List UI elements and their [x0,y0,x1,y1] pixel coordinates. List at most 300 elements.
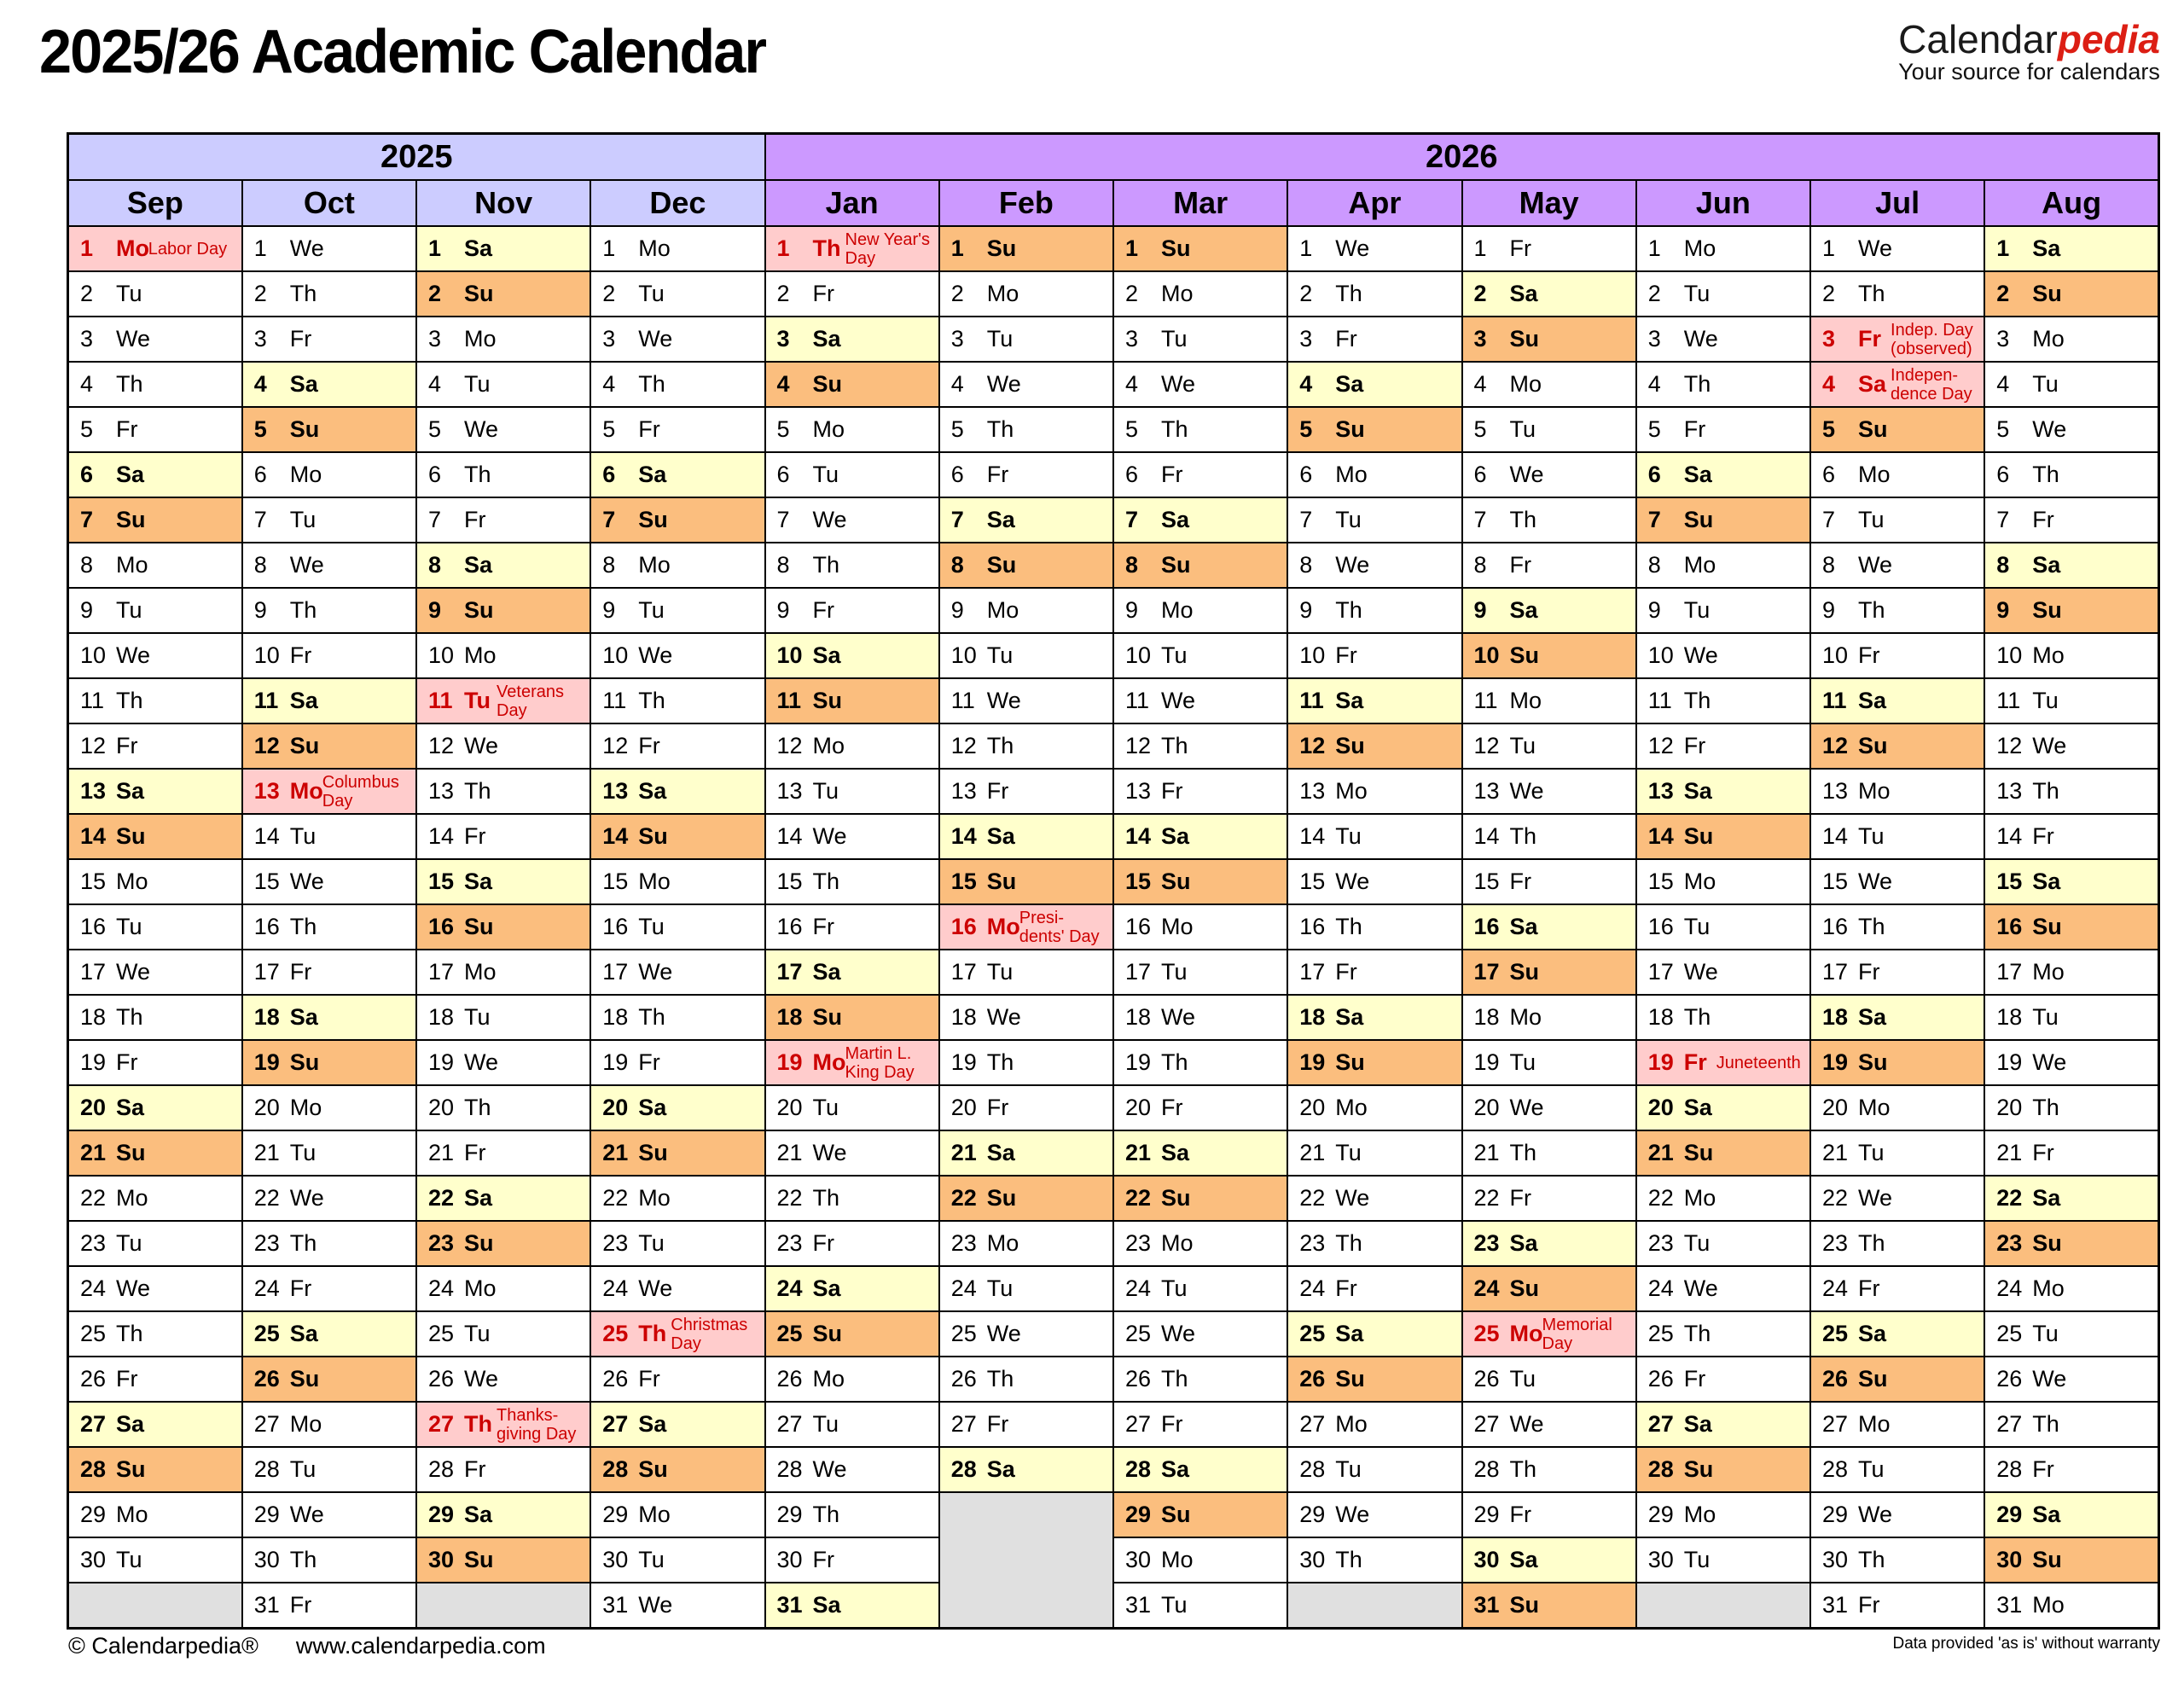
weekday-abbrev: Th [1509,507,1537,532]
day-number: 29 [1125,1502,1152,1527]
day-cell-may-28 [1462,1447,1636,1492]
day-cell-oct-17 [242,950,416,995]
day-number: 13 [776,778,803,804]
weekday-abbrev: Fr [638,733,660,758]
day-number: 8 [602,552,616,578]
day-cell-jan-16 [765,904,939,950]
weekday-abbrev: We [1509,462,1544,487]
day-number: 13 [950,778,977,804]
weekday-abbrev: Tu [812,778,839,804]
day-number: 12 [1996,733,2023,758]
day-cell-sep-19 [68,1040,242,1085]
day-number: 9 [428,597,442,623]
weekday-abbrev: Sa [1858,688,1887,713]
day-cell-sep-26 [68,1357,242,1402]
weekday-abbrev: We [812,507,847,532]
day-cell-dec-4 [590,362,764,407]
day-cell-feb-1 [939,226,1113,271]
weekday-abbrev: Fr [1161,778,1183,804]
day-cell-nov-4 [416,362,590,407]
weekday-abbrev: Mo [1335,1411,1368,1437]
day-number: 28 [1473,1456,1500,1482]
day-number: 13 [1473,778,1500,804]
weekday-abbrev: Mo [1683,869,1716,894]
day-number: 15 [1125,869,1152,894]
day-cell-jul-27 [1810,1402,1984,1447]
day-cell-oct-19 [242,1040,416,1085]
day-cell-oct-18 [242,995,416,1040]
day-number: 17 [602,959,629,985]
day-number: 8 [950,552,964,578]
weekday-abbrev: We [1161,1321,1196,1346]
day-cell-apr-16 [1287,904,1461,950]
day-number: 11 [80,688,105,713]
day-number: 14 [1996,823,2023,849]
day-cell-apr-2 [1287,271,1461,317]
day-cell-mar-11 [1113,678,1287,723]
holiday-label: Presi- dents' Day [1019,908,1100,946]
weekday-abbrev: Tu [1161,326,1188,352]
day-number: 17 [428,959,455,985]
day-cell-sep-7 [68,497,242,543]
day-cell-mar-23 [1113,1221,1287,1266]
holiday-label: Memorial Day [1542,1315,1612,1353]
month-header-oct: Oct [242,180,416,226]
weekday-abbrev: Tu [2032,1004,2059,1030]
day-cell-nov-10 [416,633,590,678]
weekday-abbrev: We [464,733,499,758]
weekday-abbrev: Su [638,823,668,849]
day-number: 1 [602,235,616,261]
day-number: 10 [1125,642,1152,668]
day-number: 9 [1299,597,1313,623]
day-number: 18 [80,1004,107,1030]
weekday-abbrev: We [1858,1185,1893,1211]
day-number: 11 [950,688,975,713]
day-cell-nov-6 [416,452,590,497]
day-number: 25 [1647,1321,1674,1346]
weekday-abbrev: We [812,1140,847,1165]
day-number: 19 [602,1049,629,1075]
day-number: 16 [1996,914,2023,939]
weekday-abbrev: Mo [1858,1095,1891,1120]
weekday-abbrev: We [812,823,847,849]
weekday-abbrev: Fr [464,507,486,532]
day-number: 30 [80,1547,107,1572]
weekday-abbrev: We [1161,371,1196,397]
weekday-abbrev: Fr [986,1095,1009,1120]
weekday-abbrev: Sa [2032,235,2061,261]
holiday-label: Labor Day [148,239,228,259]
day-cell-may-3 [1462,317,1636,362]
day-number: 2 [1822,281,1836,306]
day-number: 26 [1473,1366,1500,1392]
weekday-abbrev: We [1161,1004,1196,1030]
day-cell-apr-7 [1287,497,1461,543]
day-cell-apr-3 [1287,317,1461,362]
day-number: 16 [428,914,455,939]
weekday-abbrev: Sa [1161,823,1190,849]
weekday-abbrev: We [1509,1411,1544,1437]
day-number: 9 [1996,597,2010,623]
holiday-label: Christmas Day [671,1315,748,1353]
day-cell-jun-1 [1636,226,1810,271]
day-number: 9 [1647,597,1661,623]
day-number: 29 [1647,1502,1674,1527]
weekday-abbrev: Mo [1161,1547,1194,1572]
day-number: 1 [80,235,94,261]
weekday-abbrev: Sa [812,1275,841,1301]
day-cell-jan-4 [765,362,939,407]
day-cell-jul-9 [1810,588,1984,633]
day-number: 20 [1647,1095,1674,1120]
day-number: 28 [1647,1456,1674,1482]
day-number: 22 [428,1185,455,1211]
day-cell-feb-28 [939,1447,1113,1492]
weekday-abbrev: Fr [1858,1275,1880,1301]
day-number: 1 [1822,235,1836,261]
weekday-abbrev: Tu [638,1230,665,1256]
weekday-abbrev: We [638,642,673,668]
day-number: 8 [80,552,94,578]
weekday-abbrev: Sa [289,371,318,397]
day-cell-jan-28 [765,1447,939,1492]
weekday-abbrev: Th [289,914,317,939]
weekday-abbrev: Sa [289,1004,318,1030]
weekday-abbrev: Sa [116,462,145,487]
day-cell-may-16 [1462,904,1636,950]
day-number: 19 [1125,1049,1152,1075]
day-cell-sep-23 [68,1221,242,1266]
weekday-abbrev: Tu [638,281,665,306]
day-number: 25 [950,1321,977,1346]
day-number: 30 [1822,1547,1849,1572]
day-number: 6 [253,462,267,487]
day-cell-nov-18 [416,995,590,1040]
day-cell-oct-9 [242,588,416,633]
day-cell-aug-22 [1984,1176,2158,1221]
weekday-abbrev: Mo [986,1230,1019,1256]
weekday-abbrev: Th [2032,462,2059,487]
weekday-abbrev: Th [638,688,665,713]
day-number: 23 [80,1230,107,1256]
weekday-abbrev: Tu [986,959,1014,985]
day-cell-dec-19 [590,1040,764,1085]
day-number: 29 [776,1502,803,1527]
weekday-abbrev: We [289,1502,324,1527]
weekday-abbrev: Fr [638,1366,660,1392]
weekday-abbrev: Th [1335,597,1362,623]
day-cell-jan-19 [765,1040,939,1085]
day-cell-dec-17 [590,950,764,995]
day-cell-may-22 [1462,1176,1636,1221]
day-cell-apr-28 [1287,1447,1461,1492]
day-cell-nov-14 [416,814,590,859]
weekday-abbrev: Tu [638,597,665,623]
day-number: 6 [1125,462,1139,487]
day-cell-aug-24 [1984,1266,2158,1311]
day-number: 26 [428,1366,455,1392]
weekday-abbrev: Fr [1509,1185,1531,1211]
weekday-abbrev: Su [116,823,146,849]
weekday-abbrev: Su [1683,1456,1714,1482]
weekday-abbrev: Sa [1509,281,1538,306]
day-number: 20 [1299,1095,1326,1120]
day-number: 18 [253,1004,280,1030]
day-cell-may-11 [1462,678,1636,723]
weekday-abbrev: We [986,371,1021,397]
day-cell-nov-7 [416,497,590,543]
day-cell-feb-11 [939,678,1113,723]
weekday-abbrev: Th [638,371,665,397]
day-number: 19 [1473,1049,1500,1075]
day-cell-apr-19 [1287,1040,1461,1085]
day-cell-sep-8 [68,543,242,588]
day-cell-oct-27 [242,1402,416,1447]
weekday-abbrev: Fr [1683,1049,1707,1075]
weekday-abbrev: Su [986,869,1017,894]
weekday-abbrev: Sa [812,642,841,668]
day-cell-nov-13 [416,769,590,814]
weekday-abbrev: Sa [464,869,493,894]
day-number: 29 [253,1502,280,1527]
weekday-abbrev: Tu [2032,688,2059,713]
weekday-abbrev: Tu [289,1456,317,1482]
day-cell-oct-24 [242,1266,416,1311]
website-url[interactable]: www.calendarpedia.com [295,1633,546,1659]
weekday-abbrev: We [1161,688,1196,713]
day-number: 18 [1647,1004,1674,1030]
day-cell-feb-4 [939,362,1113,407]
holiday-label: New Year's Day [845,230,930,268]
day-number: 4 [950,371,964,397]
day-cell-jul-15 [1810,859,1984,904]
day-number: 8 [1473,552,1487,578]
weekday-abbrev: Fr [1858,642,1880,668]
day-number: 27 [1647,1411,1674,1437]
day-number: 20 [1996,1095,2023,1120]
day-cell-dec-26 [590,1357,764,1402]
day-number: 26 [950,1366,977,1392]
weekday-abbrev: Sa [986,1140,1015,1165]
day-number: 3 [80,326,94,352]
day-cell-aug-20 [1984,1085,2158,1130]
weekday-abbrev: We [638,1275,673,1301]
weekday-abbrev: Th [1335,281,1362,306]
weekday-abbrev: Sa [1858,371,1887,397]
day-cell-apr-30 [1287,1537,1461,1583]
day-cell-nov-26 [416,1357,590,1402]
weekday-abbrev: Mo [1858,778,1891,804]
day-number: 4 [1473,371,1487,397]
weekday-abbrev: Su [1335,1366,1365,1392]
day-number: 30 [253,1547,280,1572]
day-number: 5 [1125,416,1139,442]
weekday-abbrev: Su [986,1185,1017,1211]
day-number: 9 [253,597,267,623]
day-cell-nov-8 [416,543,590,588]
weekday-abbrev: Tu [986,642,1014,668]
weekday-abbrev: Tu [638,1547,665,1572]
day-cell-oct-31 [242,1583,416,1629]
day-number: 14 [1647,823,1674,849]
day-cell-jul-1 [1810,226,1984,271]
day-number: 4 [1299,371,1313,397]
weekday-abbrev: Tu [1335,1140,1362,1165]
day-cell-aug-31 [1984,1583,2158,1629]
day-number: 26 [1996,1366,2023,1392]
weekday-abbrev: We [1683,1275,1718,1301]
weekday-abbrev: Tu [289,1140,317,1165]
day-cell-sep-1 [68,226,242,271]
day-cell-oct-14 [242,814,416,859]
weekday-abbrev: Th [464,462,491,487]
day-cell-dec-22 [590,1176,764,1221]
day-number: 25 [428,1321,455,1346]
weekday-abbrev: Mo [1858,462,1891,487]
day-number: 16 [950,914,977,939]
day-number: 13 [1299,778,1326,804]
day-number: 14 [1473,823,1500,849]
day-number: 16 [1647,914,1674,939]
weekday-abbrev: Th [289,597,317,623]
day-cell-oct-21 [242,1130,416,1176]
weekday-abbrev: We [2032,733,2067,758]
day-number: 18 [1473,1004,1500,1030]
weekday-abbrev: Mo [289,1095,322,1120]
day-number: 29 [80,1502,107,1527]
day-number: 4 [1647,371,1661,397]
day-number: 13 [428,778,455,804]
weekday-abbrev: Sa [812,1592,841,1618]
weekday-abbrev: Mo [1509,371,1542,397]
day-number: 19 [428,1049,455,1075]
weekday-abbrev: We [1683,642,1718,668]
day-cell-sep-16 [68,904,242,950]
day-cell-jun-20 [1636,1085,1810,1130]
holiday-label: Thanks- giving Day [497,1405,577,1444]
weekday-abbrev: We [1858,1502,1893,1527]
day-cell-may-5 [1462,407,1636,452]
day-cell-dec-25 [590,1311,764,1357]
day-cell-jun-24 [1636,1266,1810,1311]
day-cell-nov-19 [416,1040,590,1085]
day-number: 12 [1299,733,1326,758]
day-number: 25 [1125,1321,1152,1346]
weekday-abbrev: Fr [1509,552,1531,578]
day-number: 1 [1299,235,1313,261]
holiday-label: Veterans Day [497,682,564,720]
day-cell-mar-22 [1113,1176,1287,1221]
weekday-abbrev: Sa [116,1095,145,1120]
day-number: 30 [428,1547,455,1572]
day-cell-may-9 [1462,588,1636,633]
day-number: 10 [1473,642,1500,668]
day-cell-sep-12 [68,723,242,769]
weekday-abbrev: Sa [1509,1230,1538,1256]
weekday-abbrev: Fr [1509,235,1531,261]
day-cell-jan-30 [765,1537,939,1583]
day-number: 8 [1125,552,1139,578]
day-number: 1 [776,235,790,261]
weekday-abbrev: Fr [464,1456,486,1482]
weekday-abbrev: Sa [2032,869,2061,894]
day-number: 15 [1647,869,1674,894]
weekday-abbrev: Tu [1509,416,1536,442]
weekday-abbrev: Su [289,1049,320,1075]
weekday-abbrev: Th [1161,733,1188,758]
day-number: 4 [1822,371,1836,397]
weekday-abbrev: Mo [812,733,845,758]
weekday-abbrev: Sa [2032,552,2061,578]
day-cell-jan-31 [765,1583,939,1629]
logo-text-black: Calendar [1898,17,2058,61]
weekday-abbrev: Fr [1509,869,1531,894]
weekday-abbrev: We [2032,1049,2067,1075]
weekday-abbrev: Mo [1683,1502,1716,1527]
weekday-abbrev: Th [986,733,1014,758]
day-cell-aug-17 [1984,950,2158,995]
day-number: 11 [1125,688,1150,713]
day-number: 30 [1473,1547,1500,1572]
day-number: 2 [776,281,790,306]
day-cell-jul-3 [1810,317,1984,362]
weekday-abbrev: Th [1858,281,1885,306]
holiday-label: Indep. Day (observed) [1891,320,1973,358]
weekday-abbrev: Su [812,1321,843,1346]
weekday-abbrev: Tu [1161,642,1188,668]
weekday-abbrev: Su [1683,823,1714,849]
day-cell-mar-10 [1113,633,1287,678]
day-number: 19 [1822,1049,1849,1075]
logo-tagline: Your source for calendars [1898,59,2160,84]
day-number: 28 [253,1456,280,1482]
day-cell-mar-21 [1113,1130,1287,1176]
day-number: 8 [1822,552,1836,578]
weekday-abbrev: Tu [116,597,142,623]
day-number: 13 [602,778,629,804]
day-cell-aug-16 [1984,904,2158,950]
weekday-abbrev: Su [1858,1049,1888,1075]
day-cell-apr-12 [1287,723,1461,769]
day-number: 18 [776,1004,803,1030]
day-cell-dec-7 [590,497,764,543]
day-cell-aug-28 [1984,1447,2158,1492]
day-number: 31 [602,1592,629,1618]
weekday-abbrev: Mo [289,1411,322,1437]
day-cell-mar-7 [1113,497,1287,543]
day-number: 20 [950,1095,977,1120]
day-cell-sep-20 [68,1085,242,1130]
day-cell-aug-23 [1984,1221,2158,1266]
day-number: 2 [1996,281,2010,306]
weekday-abbrev: Mo [1335,1095,1368,1120]
day-cell-jan-13 [765,769,939,814]
weekday-abbrev: Sa [1509,1547,1538,1572]
holiday-label: Martin L. King Day [845,1043,915,1082]
month-header-aug: Aug [1984,180,2158,226]
weekday-abbrev: Tu [986,1275,1014,1301]
day-cell-feb-12 [939,723,1113,769]
day-cell-apr-1 [1287,226,1461,271]
weekday-abbrev: Th [464,1095,491,1120]
day-number: 3 [1125,326,1139,352]
day-cell-jun-13 [1636,769,1810,814]
day-number: 19 [1647,1049,1674,1075]
weekday-abbrev: Fr [1335,959,1357,985]
day-cell-feb-26 [939,1357,1113,1402]
weekday-abbrev: Th [1335,1230,1362,1256]
